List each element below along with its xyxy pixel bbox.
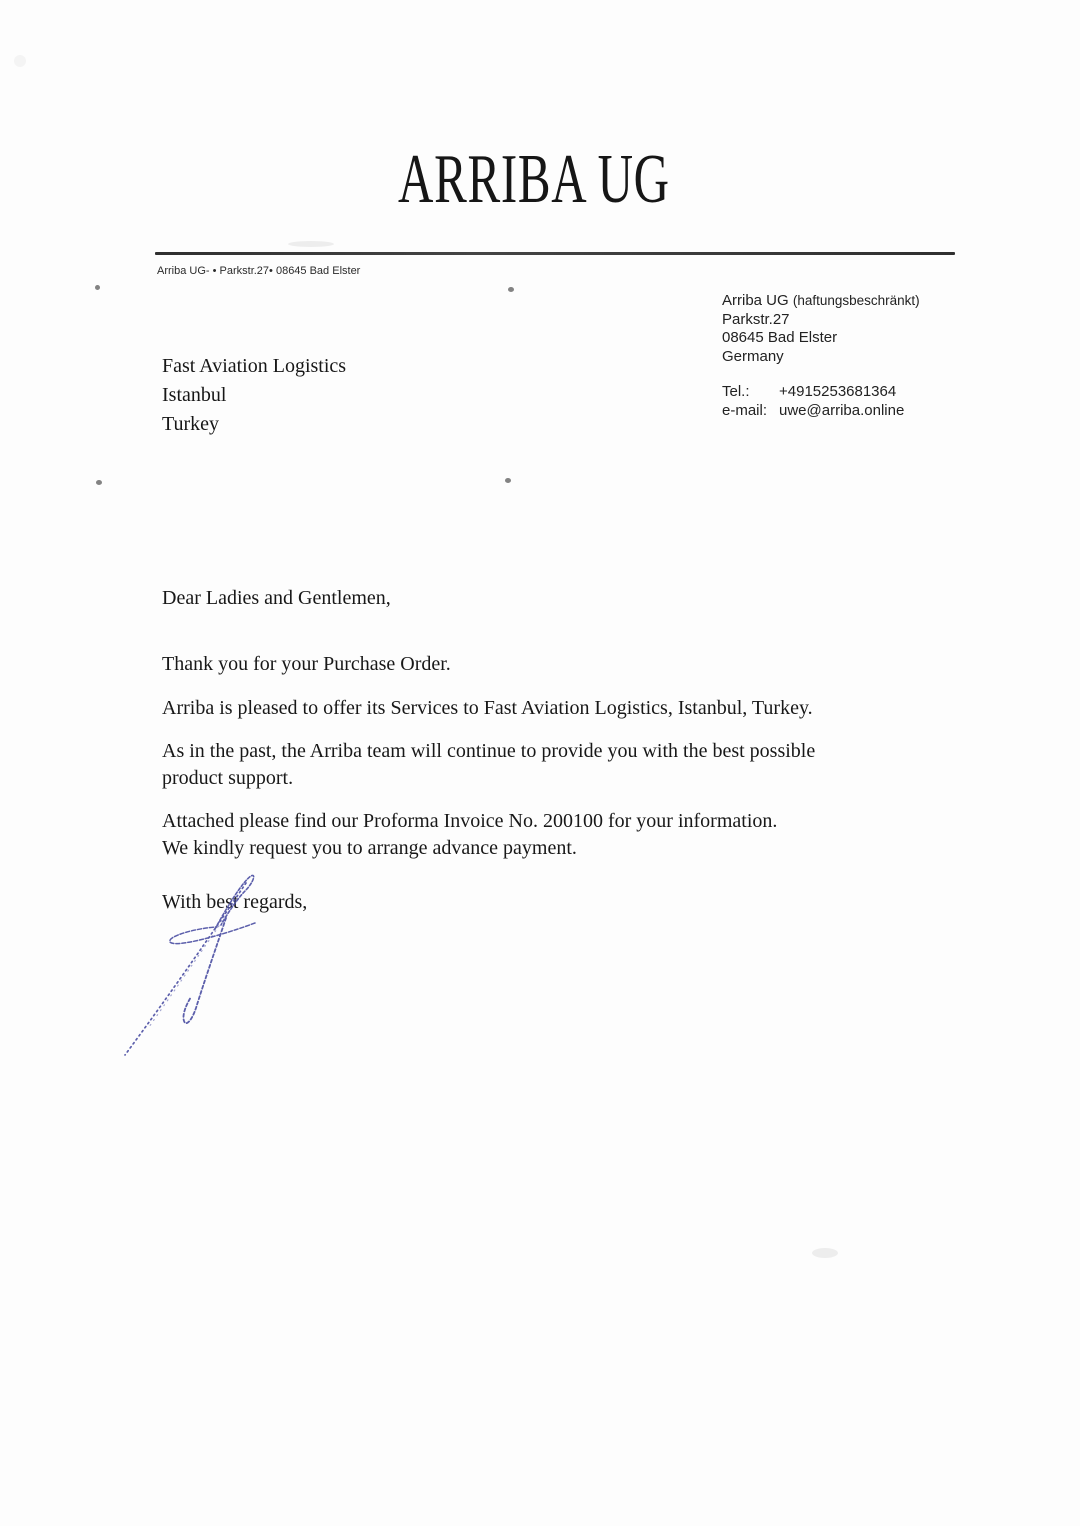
paragraph-line: We kindly request you to arrange advance payment.	[162, 837, 577, 859]
scan-smudge	[288, 241, 334, 247]
scan-smudge	[812, 1248, 838, 1258]
recipient-address-block	[162, 352, 346, 439]
salutation: Dear Ladies and Gentlemen,	[162, 587, 391, 609]
handwritten-signature	[105, 869, 265, 1064]
company-name-line	[722, 292, 920, 311]
company-legal-suffix: (haftungsbeschränkt)	[792, 293, 920, 308]
email-row	[722, 402, 920, 421]
email-address: uwe@arriba.online	[779, 401, 905, 419]
company-country: Germany	[722, 347, 784, 365]
company-city: 08645 Bad Elster	[722, 329, 838, 347]
paragraph-line: Thank you for your Purchase Order.	[162, 653, 451, 675]
company-contacts	[722, 383, 920, 420]
company-name: Arriba UG	[722, 292, 789, 309]
recipient-name: Fast Aviation Logistics	[162, 355, 347, 377]
fold-mark	[505, 478, 511, 483]
email-label: e-mail:	[722, 401, 768, 419]
paragraph-invoice	[162, 808, 777, 862]
recipient-city: Istanbul	[162, 384, 227, 406]
paragraph-support	[162, 738, 815, 792]
paragraph-line: product support.	[162, 767, 294, 789]
phone-label: Tel.:	[722, 383, 750, 401]
header-divider	[155, 252, 955, 255]
paragraph-thank-you	[162, 651, 451, 678]
phone-row	[722, 383, 920, 402]
company-contact-block	[722, 292, 920, 421]
fold-mark	[508, 287, 514, 292]
company-title: ARRIBA UG	[398, 141, 670, 218]
closing-phrase: With best regards,	[162, 891, 308, 913]
paragraph-offer	[162, 695, 813, 722]
phone-number: +4915253681364	[779, 383, 897, 401]
paragraph-line: Attached please find our Proforma Invoice No. 200100 for your information.	[162, 810, 778, 832]
fold-mark	[96, 480, 102, 485]
fold-mark	[95, 285, 100, 290]
paragraph-line: As in the past, the Arriba team will continue to provide you with the best possible	[162, 740, 816, 762]
company-street: Parkstr.27	[722, 310, 790, 328]
recipient-country: Turkey	[162, 413, 220, 435]
sender-return-address: Arriba UG- • Parkstr.27• 08645 Bad Elster	[157, 265, 361, 277]
paragraph-line: Arriba is pleased to offer its Services to Fast Aviation Logistics, Istanbul, Turkey.	[162, 697, 813, 719]
scan-smudge	[14, 55, 26, 67]
